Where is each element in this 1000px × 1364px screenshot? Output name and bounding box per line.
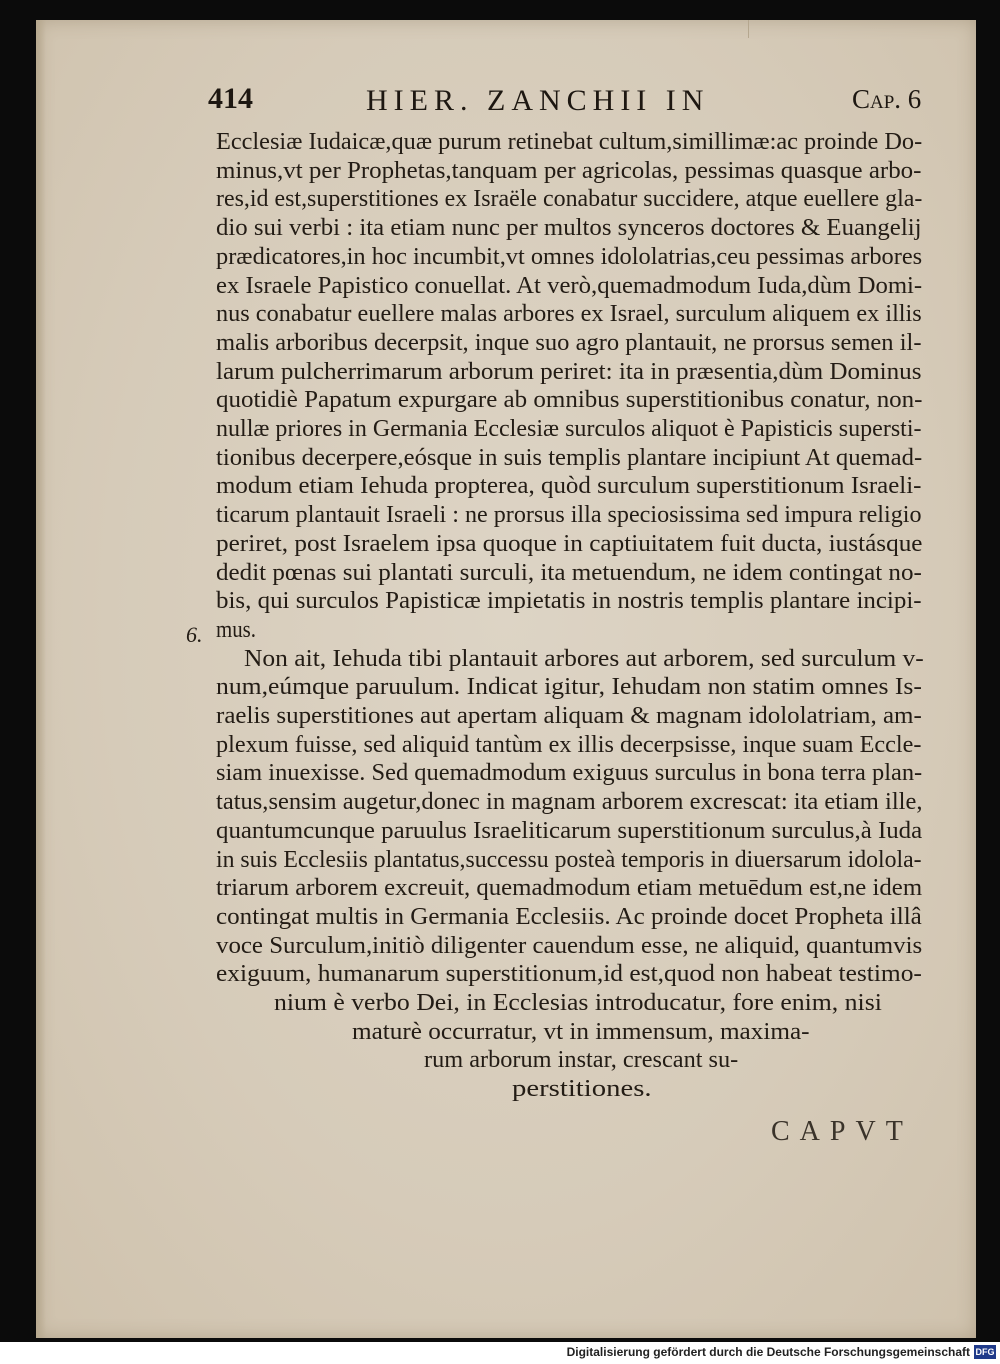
text-line: triarum arborem excreuit, quemadmodum etiam metuēdum est,ne idem — [216, 875, 923, 902]
text-line: rum arborum instar, crescant su- — [424, 1047, 739, 1074]
text-line: nullæ priores in Germania Ecclesiæ surculos aliquot è Papisticis supersti- — [216, 416, 922, 442]
text-line: exiguum, humanarum superstitionum,id est,quod non habeat testimo- — [216, 961, 922, 988]
text-line: dio sui verbi : ita etiam nunc per multos synceros doctores & Euangelij — [216, 215, 922, 242]
text-line: voce Surculum,initiò diligenter cauendum esse, ne aliquid, quantumvis — [216, 932, 923, 959]
text-line: plexum fuisse, sed aliquid tantùm ex illis decerpsisse, inque suam Eccle- — [216, 731, 922, 758]
margin-verse-marker: 6. — [186, 622, 203, 647]
footer-credit: Digitalisierung gefördert durch die Deutsche Forschungsgemeinschaft — [566, 1345, 970, 1359]
text-line: bis, qui surculos Papisticæ impietatis in nostris templis plantare incipi- — [216, 588, 922, 615]
digitization-footer — [0, 1342, 1000, 1364]
book-page — [36, 20, 976, 1338]
page-number: 414 — [208, 82, 253, 115]
text-line: tionibus decerpere,eósque in suis templis plantare incipiunt At quemad- — [216, 444, 923, 471]
running-title: HIER. ZANCHII IN — [366, 84, 710, 117]
text-line: quotidiè Papatum expurgare ab omnibus superstitionibus conatur, non- — [216, 387, 923, 414]
page-ruler-mark — [748, 20, 749, 38]
text-line: Non ait, Iehuda tibi plantauit arbores aut arborem, sed surculum v- — [244, 645, 924, 672]
page-header — [36, 82, 976, 122]
text-line: perstitiones. — [512, 1076, 652, 1103]
text-line: periret, post Israelem ipsa quoque in captiuitatem fuit ducta, iustásque — [216, 530, 923, 557]
text-line: malis arboribus decerpsit, inque suo agro plantauit, ne prorsus semen il- — [216, 329, 922, 356]
text-line: raelis superstitiones aut apertam aliquam & magnam idololatriam, am- — [216, 703, 922, 729]
text-line: ex Israele Papistico conuellat. At verò,quemadmodum Iuda,dùm Domi- — [216, 272, 923, 299]
dfg-logo: DFG — [975, 1347, 995, 1357]
text-line: ticarum plantauit Israeli : ne prorsus illa speciosissima sed impura religio — [216, 502, 922, 529]
text-line: mus. — [216, 616, 257, 643]
text-line: in suis Ecclesiis plantatus,successu posteà temporis in diuersarum idolola- — [216, 846, 922, 873]
text-line: minus,vt per Prophetas,tanquam per agricolas, pessimas quasque arbo- — [216, 157, 922, 184]
text-line: dedit pœnas sui plantati surculi, ita metuendum, ne idem contingat no- — [216, 559, 922, 586]
text-line: larum pulcherrimarum arborum periret: ita in præsentia,dùm Dominus — [216, 358, 922, 385]
catchword: CAPVT — [771, 1116, 913, 1147]
text-line: maturè occurratur, vt in immensum, maxima- — [352, 1018, 810, 1045]
text-line: siam inuexisse. Sed quemadmodum exiguus surculus in bona terra plan- — [216, 760, 923, 787]
text-line: quantumcunque paruulus Israeliticarum superstitionum surculus,à Iuda — [216, 817, 923, 844]
text-line: nus conabatur euellere malas arbores ex Israel, surculum aliquem ex illis — [216, 301, 922, 328]
text-line: modum etiam Iehuda propterea, quòd surculum superstitionum Israeli- — [216, 473, 922, 500]
text-line: num,eúmque paruulum. Indicat igitur, Iehudam non statim omnes Is- — [216, 674, 922, 701]
page-edge-shadow — [36, 20, 46, 1338]
text-line: res,id est,superstitiones ex Israële conabatur succidere, atque euellere gla- — [216, 186, 923, 213]
text-line: tatus,sensim augetur,donec in magnam arborem excrescat: ita etiam ille, — [216, 789, 923, 816]
text-line: prædicatores,in hoc incumbit,vt omnes idololatrias,ceu pessimas arbores — [216, 243, 923, 270]
chapter-label: Cap. 6 — [852, 84, 922, 114]
text-line: contingat multis in Germania Ecclesiis. Ac proinde docet Propheta illâ — [216, 903, 922, 930]
text-line: Ecclesiæ Iudaicæ,quæ purum retinebat cultum,simillimæ:ac proinde Do- — [216, 129, 923, 155]
text-line: nium è verbo Dei, in Ecclesias introducatur, fore enim, nisi — [274, 990, 882, 1016]
